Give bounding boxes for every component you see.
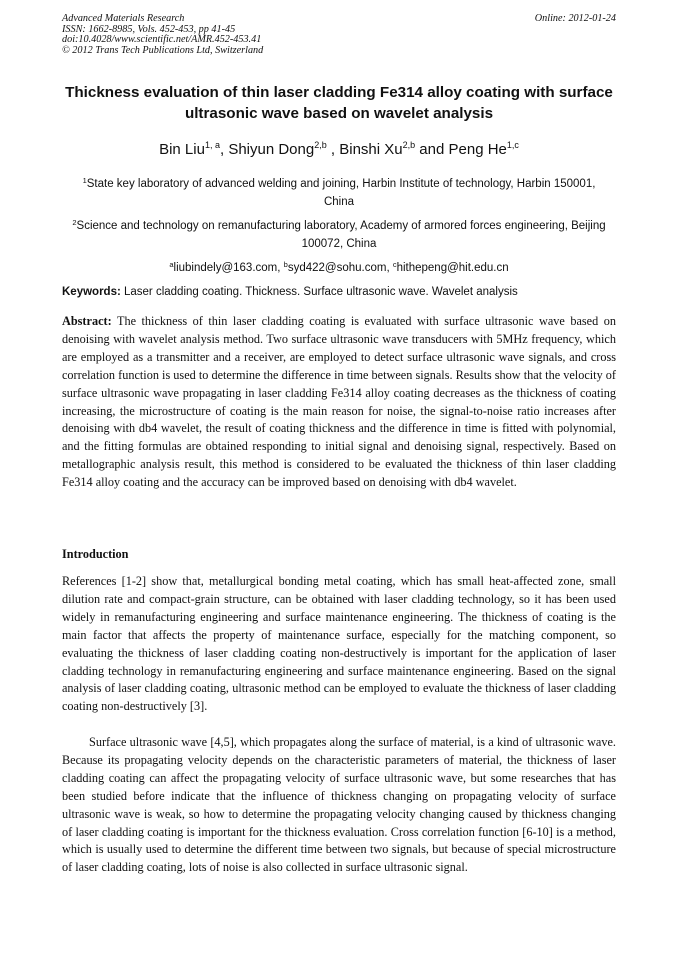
- abstract: [62, 313, 616, 492]
- intro-paragraph-1: References [1-2] show that, metallurgical bonding metal coating, which has small heat-affected zone, small dilution rate and compact-grain structure, can be obtained with laser cladding technology, so it has been used widely in remanufacturing engineering and surface maintenance engineering. The thickness of coating is the main factor that affects the property of maintenance surface, especially for the matching component, so evaluating the thickness of laser cladding coating non-destructively is important for the application of laser cladding technology in remanufacturing engineering and surface maintenance engineering. Based on the signal analysis of laser cladding coating, ultrasonic method can be employed to evaluate the thickness of laser cladding coating non-destructively [3].: [62, 574, 616, 714]
- author-separator: ,: [326, 141, 340, 158]
- affiliation-2: [72, 214, 606, 253]
- author-name: Shiyun Dong: [228, 141, 315, 158]
- intro-paragraph-2: Surface ultrasonic wave [4,5], which propagates along the surface of material, is a kind of ultrasonic wave. Because its propagating velocity depends on the characteristic parameters of material, the thickness of laser cladding coating can affect the propagating velocity of surface ultrasonic wave, but some researches that has been studied before indicate that the influence of thickness changing on propagating velocity of surface ultrasonic wave is weak, so how to determine the propagating velocity changing caused by thickness changing of laser cladding coating is important for the thickness evaluation. Cross correlation function [6-10] is a method, which is usually used to determine the different time between two signals, but because of special microstructure of laser cladding coating, lots of noise is also collected in surface ultrasonic signal.: [62, 735, 616, 875]
- email-sup: b: [283, 260, 288, 269]
- journal-name: Advanced Materials Research: [62, 13, 185, 24]
- doi-line: doi:10.4028/www.scientific.net/AMR.452-453.41: [62, 34, 262, 46]
- affiliation-1: [72, 172, 606, 211]
- keywords-label: Keywords:: [62, 286, 121, 298]
- author-sup: 2,b: [402, 140, 416, 150]
- abstract-text: The thickness of thin laser cladding coating is evaluated with surface ultrasonic wave based on denoising with wavelet analysis method. Two surface ultrasonic wave transducers with 5MHz frequency, which are employed as a transmitter and a receiver, are employed to detect surface ultrasonic wave signals, and cross correlation function is used to determine the difference in time between signals. Results show that the velocity of surface ultrasonic wave propagating in laser cladding Fe314 alloy coating decreases as the thickness of coating increasing, the microstructure of coating is the main reason for noise, the signal-to-noise ratio increases after denoising with db4 wavelet, the result of coating thickness and the difference in time is fitted with polynomial, and the fitting formulas are obtained responding to initial signal and denoising signal, respectively. Based on metallographic analysis result, this method is considered to be evaluated the thickness of thin laser cladding Fe314 alloy coating and the accuracy can be improved based on denoising with db4 wavelet.: [62, 314, 616, 490]
- author-sup: 1, a: [204, 140, 220, 150]
- online-date: Online: 2012-01-24: [534, 13, 616, 24]
- author-separator: ,: [219, 141, 229, 158]
- email-sup: c: [392, 260, 397, 269]
- keywords-text: Laser cladding coating. Thickness. Surface ultrasonic wave. Wavelet analysis: [124, 286, 518, 298]
- email-sup: a: [169, 260, 174, 269]
- keywords: [62, 283, 622, 301]
- author-name: Peng He: [448, 141, 507, 158]
- journal-header: [62, 14, 616, 56]
- author-name: Binshi Xu: [339, 141, 403, 158]
- author-sup: 1,c: [506, 140, 519, 150]
- paper-title: Thickness evaluation of thin laser cladding Fe314 alloy coating with surface ultrasonic wave based on wavelet analysis: [65, 84, 613, 122]
- author-separator: and: [415, 141, 449, 158]
- email-separator: ,: [386, 262, 393, 274]
- affiliation-sup: 2: [72, 218, 77, 227]
- section-heading-introduction: Introduction: [62, 547, 129, 561]
- affiliation-text: State key laboratory of advanced welding and joining, Harbin Institute of technology, Harbin 150001, China: [86, 178, 596, 208]
- email-address[interactable]: liubindely@163.com: [173, 262, 278, 274]
- affiliation-sup: 1: [82, 176, 87, 185]
- email-address[interactable]: hithepeng@hit.edu.cn: [396, 262, 509, 274]
- email-address[interactable]: syd422@sohu.com: [287, 262, 387, 274]
- copyright-line: © 2012 Trans Tech Publications Ltd, Switzerland: [62, 44, 264, 56]
- author-list: [62, 135, 616, 160]
- email-separator: ,: [277, 262, 284, 274]
- author-sup: 2,b: [314, 140, 327, 150]
- author-name: Bin Liu: [159, 141, 205, 158]
- issn-line: ISSN: 1662-8985, Vols. 452-453, pp 41-45: [62, 23, 236, 35]
- abstract-label: Abstract:: [62, 314, 112, 328]
- email-list: [62, 256, 616, 277]
- affiliation-text: Science and technology on remanufacturing laboratory, Academy of armored forces engineering, Beijing 100072, China: [76, 220, 606, 250]
